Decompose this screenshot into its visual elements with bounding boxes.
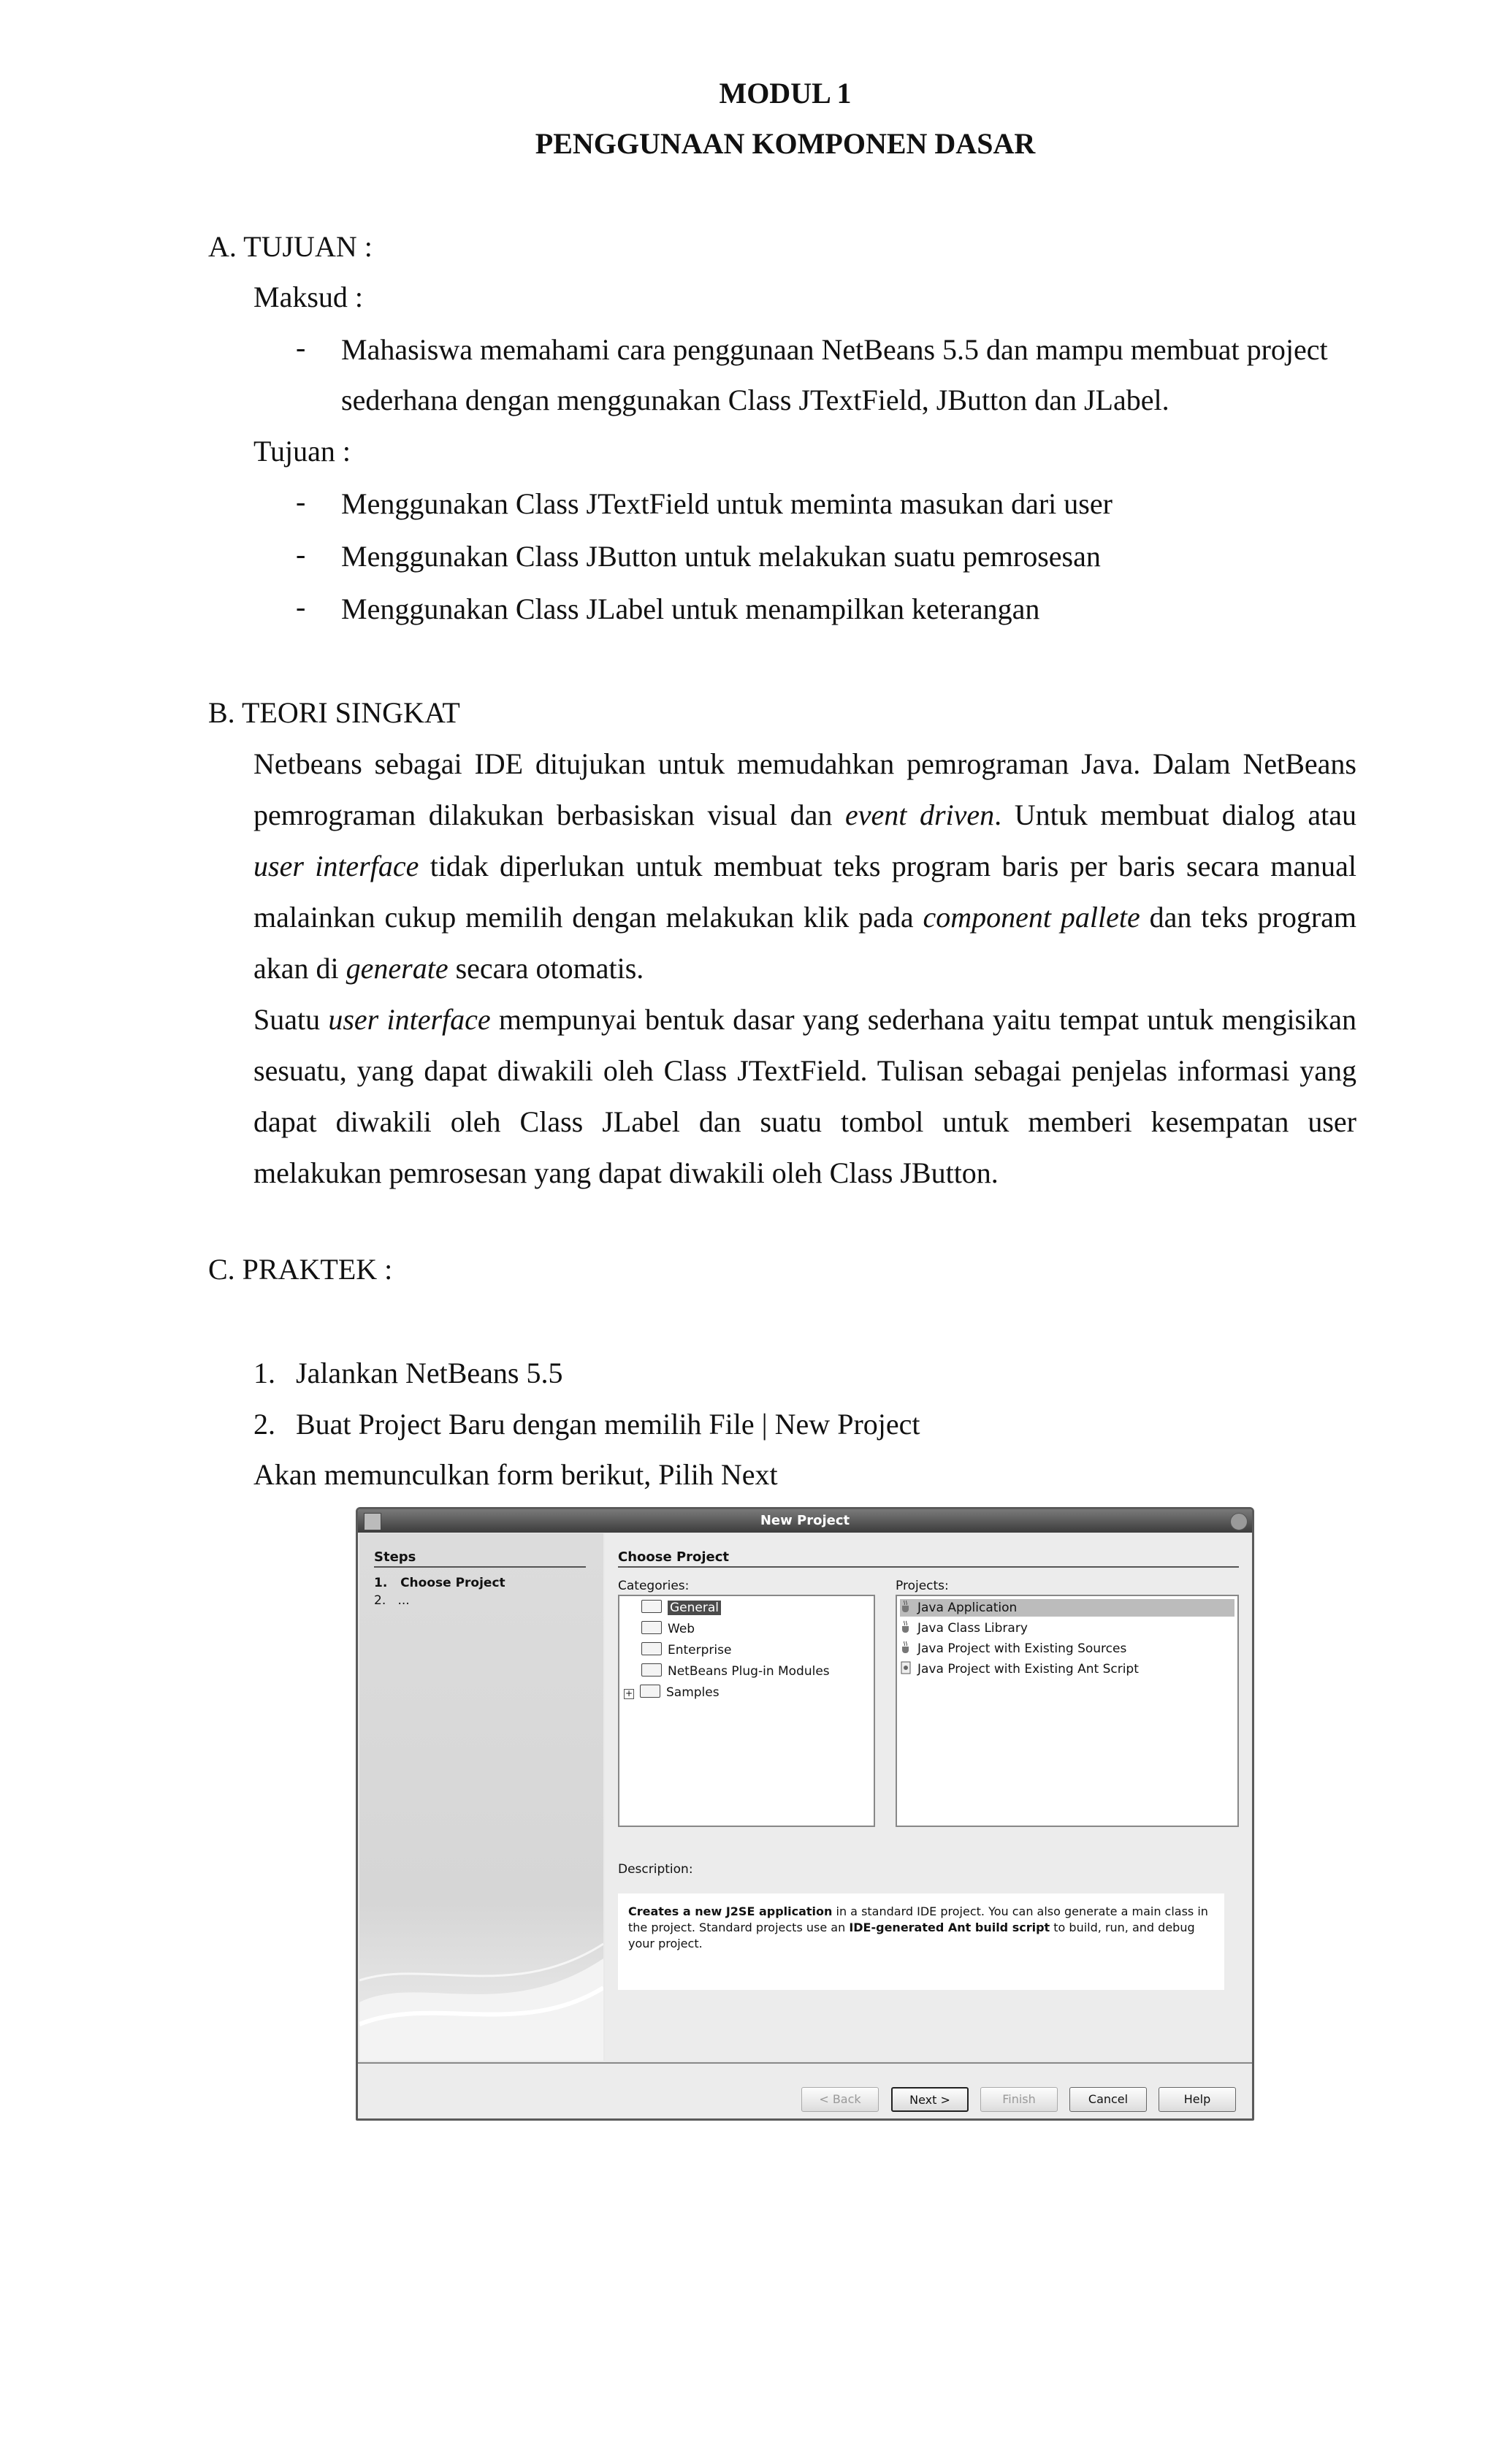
bullet: - (296, 331, 306, 364)
maksud-item-line2: sederhana dengan menggunakan Class JTextField, JButton dan JLabel. (341, 384, 1169, 416)
step-number: 2. (253, 1408, 275, 1441)
project-item[interactable]: Java Application (900, 1599, 1234, 1617)
bullet: - (296, 538, 306, 571)
theory-paragraph-2: Suatu user interface mempunyai bentuk dasar yang sederhana yaitu tempat untuk mengisikan sesuatu, yang dapat diwakili oleh Class JTextField. Tulisan sebagai penjelas informasi yang dapat diwakili oleh Class JLabel dan suatu tombol untuk memberi kesempatan user melakukan pemrosesan yang dapat diwakili oleh Class JButton. (253, 1003, 1356, 1189)
steps-title: Steps (374, 1549, 586, 1568)
tujuan-item: Menggunakan Class JTextField untuk meminta masukan dari user (341, 487, 1113, 520)
project-item[interactable]: Java Project with Existing Sources (900, 1640, 1126, 1658)
tujuan-item: Menggunakan Class JLabel untuk menampilkan keterangan (341, 592, 1040, 625)
categories-label: Categories: (618, 1579, 690, 1593)
dialog-titlebar (358, 1509, 1252, 1533)
category-item-plugin-modules[interactable]: NetBeans Plug-in Modules (641, 1663, 830, 1680)
ant-script-icon (900, 1661, 912, 1674)
projects-label: Projects: (896, 1579, 949, 1593)
tujuan-label: Tujuan : (253, 435, 351, 468)
module-title: MODUL 1 (719, 77, 852, 110)
folder-icon (641, 1600, 662, 1613)
steps-panel (359, 1533, 603, 2061)
folder-icon (641, 1642, 662, 1655)
bullet: - (296, 590, 306, 623)
expand-icon[interactable]: + (625, 1688, 633, 1698)
project-item[interactable]: Java Class Library (900, 1620, 1028, 1637)
back-button[interactable]: < Back (801, 2087, 879, 2112)
choose-project-panel (605, 1533, 1252, 2061)
close-icon[interactable] (1230, 1513, 1248, 1530)
category-item-samples[interactable]: + Samples (625, 1685, 720, 1700)
folder-icon (641, 1663, 662, 1677)
step-item: 1. Choose Project (374, 1576, 505, 1590)
maksud-label: Maksud : (253, 281, 363, 313)
dialog-title: New Project (760, 1513, 850, 1528)
next-button[interactable]: Next > (891, 2087, 969, 2112)
maksud-item-line1: Mahasiswa memahami cara penggunaan NetBeans 5.5 dan mampu membuat project (341, 333, 1328, 366)
java-cup-icon (900, 1641, 912, 1654)
bullet: - (296, 485, 306, 518)
description-label: Description: (618, 1862, 693, 1877)
project-item[interactable]: Java Project with Existing Ant Script (900, 1660, 1139, 1678)
finish-button[interactable]: Finish (980, 2087, 1058, 2112)
step-text: Jalankan NetBeans 5.5 (296, 1357, 563, 1389)
folder-icon (640, 1685, 660, 1698)
theory-paragraph-1: Netbeans sebagai IDE ditujukan untuk memudahkan pemrograman Java. Dalam NetBeans pemrograman dilakukan berbasiskan visual dan event driven. Untuk membuat dialog atau user interface tidak diperlukan untuk membuat teks program baris per baris secara manual malainkan cukup memilih dengan melakukan klik pada component pallete dan teks program akan di generate secara otomatis. (253, 747, 1357, 985)
section-b-heading: B. TEORI SINGKAT (208, 696, 460, 729)
app-icon (364, 1513, 381, 1530)
folder-icon (641, 1621, 662, 1634)
panel-title: Choose Project (618, 1549, 1239, 1568)
button-bar (358, 2062, 1252, 2121)
java-cup-icon (900, 1620, 912, 1633)
step-text: Buat Project Baru dengan memilih File | New Project (296, 1408, 920, 1441)
section-c-heading: C. PRAKTEK : (208, 1253, 393, 1286)
categories-list[interactable] (618, 1595, 875, 1827)
description-box: Creates a new J2SE application in a standard IDE project. You can also generate a main class in the project. Standard projects use an IDE-generated Ant build script to build, run, and debug your project. (618, 1893, 1224, 1990)
decorative-wave (359, 1915, 603, 2061)
new-project-dialog (356, 1507, 1254, 2121)
section-a-heading: A. TUJUAN : (208, 230, 373, 263)
module-subtitle: PENGGUNAAN KOMPONEN DASAR (535, 127, 1036, 160)
help-button[interactable]: Help (1159, 2087, 1236, 2112)
category-item-general[interactable]: General (641, 1599, 721, 1617)
category-item-enterprise[interactable]: Enterprise (641, 1641, 731, 1659)
tujuan-item: Menggunakan Class JButton untuk melakukan suatu pemrosesan (341, 540, 1101, 573)
step-item: 2. ... (374, 1593, 410, 1608)
java-cup-icon (900, 1600, 912, 1613)
category-item-web[interactable]: Web (641, 1620, 695, 1638)
projects-list[interactable] (896, 1595, 1239, 1827)
cancel-button[interactable]: Cancel (1069, 2087, 1147, 2112)
step-number: 1. (253, 1357, 275, 1389)
step-note: Akan memunculkan form berikut, Pilih Next (253, 1458, 778, 1491)
